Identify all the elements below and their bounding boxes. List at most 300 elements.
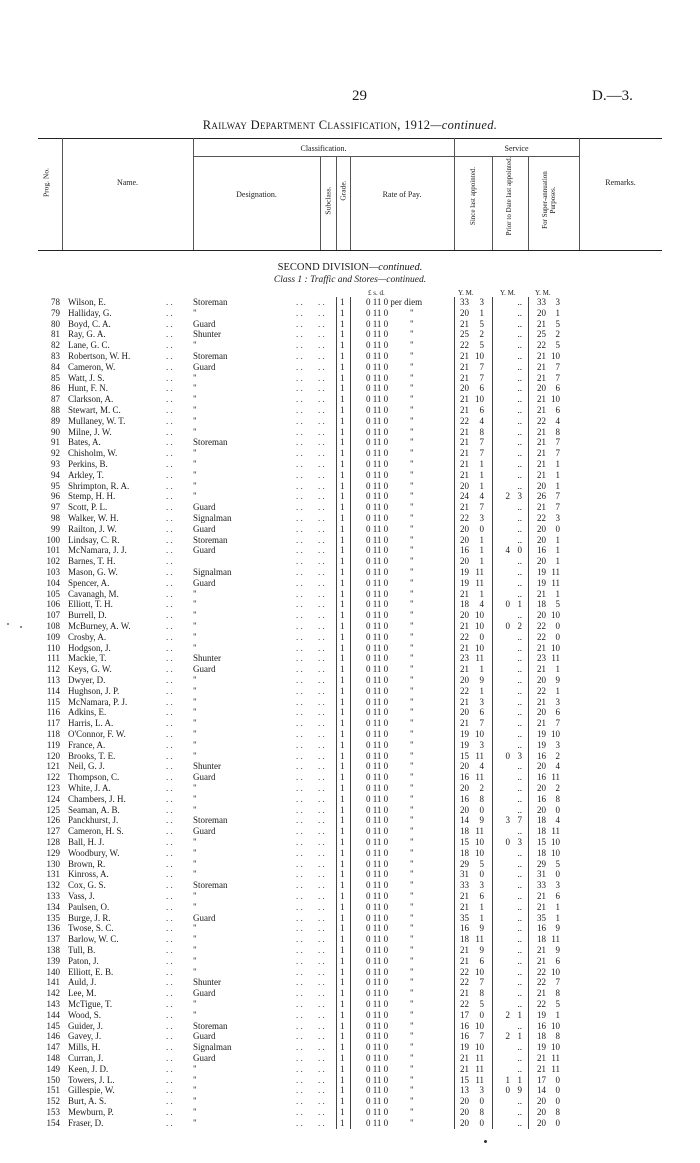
row-since-months: 3 xyxy=(479,739,484,750)
row-divider xyxy=(492,556,493,567)
row-super-months: 10 xyxy=(551,1042,560,1053)
table-row xyxy=(0,869,700,880)
header-remarks: Remarks. xyxy=(605,178,636,187)
row-divider xyxy=(454,848,455,859)
row-number: 141 xyxy=(46,977,60,988)
row-super-years: 21 xyxy=(537,405,546,415)
row-divider xyxy=(350,848,351,859)
row-since-months: 4 xyxy=(479,599,484,610)
leader-dots: . . xyxy=(166,718,173,729)
row-since-months: 3 xyxy=(479,297,484,307)
leader-dots: . . xyxy=(318,955,325,966)
row-pay-ditto: " xyxy=(410,966,414,977)
row-rate-of-pay: 0 11 0 xyxy=(366,1009,389,1020)
row-divider xyxy=(350,491,351,502)
row-number: 137 xyxy=(46,934,60,945)
row-super-months: 8 xyxy=(555,426,560,437)
table-row xyxy=(0,621,700,632)
row-grade: 1 xyxy=(340,934,345,945)
row-number: 102 xyxy=(46,556,60,567)
row-super-years: 21 xyxy=(537,696,546,707)
leader-dots: . . xyxy=(318,988,325,999)
table-row xyxy=(0,664,700,675)
row-divider xyxy=(336,319,337,330)
row-super-years: 21 xyxy=(537,318,546,329)
leader-dots: . . xyxy=(166,966,173,977)
leader-dots: . . xyxy=(318,480,325,491)
row-divider xyxy=(528,362,529,373)
row-grade: 1 xyxy=(340,1107,345,1117)
row-divider xyxy=(528,632,529,643)
row-since-years: 21 xyxy=(460,469,469,480)
leader-dots: . . xyxy=(318,847,325,858)
row-rate-of-pay: 0 11 0 xyxy=(366,815,389,826)
row-divider xyxy=(454,481,455,492)
row-divider xyxy=(528,459,529,470)
leader-dots: . . xyxy=(296,437,303,448)
row-name: Hunt, F. N. xyxy=(68,383,109,394)
row-super-months: 11 xyxy=(551,577,560,588)
row-number: 95 xyxy=(51,480,60,491)
row-super-years: 19 xyxy=(537,567,546,577)
leader-dots: . . xyxy=(318,815,325,826)
row-divider xyxy=(454,988,455,999)
row-pay-ditto: " xyxy=(410,696,414,707)
row-number: 84 xyxy=(51,361,60,372)
row-rate-of-pay: 0 11 0 xyxy=(366,718,389,729)
row-divider xyxy=(492,967,493,978)
row-divider xyxy=(350,869,351,880)
header-for-super: For Super-annuation Purposes. xyxy=(541,171,557,229)
leader-dots: . . xyxy=(166,329,173,340)
leader-dots: . . xyxy=(296,718,303,729)
row-super-years: 21 xyxy=(537,718,546,729)
leader-dots: . . xyxy=(166,383,173,394)
row-since-years: 31 xyxy=(460,869,469,880)
row-super-months: 1 xyxy=(555,534,560,545)
row-pay-ditto: " xyxy=(410,502,414,513)
row-designation: " xyxy=(193,869,197,880)
leader-dots: . . xyxy=(166,502,173,513)
row-divider xyxy=(528,1010,529,1021)
row-rate-of-pay: 0 11 0 xyxy=(366,945,389,955)
row-since-years: 21 xyxy=(460,394,469,405)
row-rate-of-pay: 0 11 0 xyxy=(366,696,389,707)
row-since-years: 21 xyxy=(460,945,469,955)
row-pay-ditto: " xyxy=(410,891,414,901)
row-divider xyxy=(454,1118,455,1129)
table-row xyxy=(0,405,700,416)
row-pay-ditto: " xyxy=(410,513,414,523)
since-units: Y. M. xyxy=(458,289,474,297)
row-rate-of-pay: 0 11 0 xyxy=(366,826,389,837)
row-since-years: 22 xyxy=(460,340,469,351)
row-since-months: 5 xyxy=(479,318,484,329)
row-divider xyxy=(492,319,493,330)
leader-dots: . . xyxy=(296,772,303,783)
row-name: Mullaney, W. T. xyxy=(68,415,126,426)
table-row xyxy=(0,416,700,427)
row-divider xyxy=(454,459,455,470)
row-since-years: 21 xyxy=(460,955,469,966)
row-since-years: 20 xyxy=(460,783,469,793)
col-divider xyxy=(579,138,580,250)
row-designation: Guard xyxy=(193,361,216,372)
row-name: Stemp, H. H. xyxy=(68,491,116,502)
leader-dots: . . xyxy=(166,1042,173,1053)
leader-dots: . . xyxy=(166,394,173,405)
row-divider xyxy=(528,535,529,546)
leader-dots: . . xyxy=(166,664,173,675)
row-divider xyxy=(454,535,455,546)
row-designation: " xyxy=(193,1009,197,1020)
row-designation: " xyxy=(193,858,197,869)
row-divider xyxy=(454,999,455,1010)
row-divider xyxy=(454,1021,455,1032)
row-super-months: 3 xyxy=(555,696,560,707)
row-rate-of-pay: 0 11 0 xyxy=(366,459,389,469)
row-divider xyxy=(454,718,455,729)
row-divider xyxy=(454,427,455,438)
row-super-years: 14 xyxy=(537,1085,546,1096)
row-since-months: 4 xyxy=(479,491,484,502)
table-row xyxy=(0,934,700,945)
row-divider xyxy=(336,545,337,556)
table-row xyxy=(0,351,700,362)
row-divider xyxy=(350,740,351,751)
row-divider xyxy=(336,891,337,902)
row-designation: " xyxy=(193,783,197,793)
row-divider xyxy=(350,815,351,826)
row-divider xyxy=(454,761,455,772)
row-rate-of-pay: 0 11 0 xyxy=(366,837,389,847)
row-super-months: 9 xyxy=(555,923,560,934)
row-grade: 1 xyxy=(340,545,345,556)
leader-dots: . . xyxy=(318,718,325,729)
leader-dots: . . xyxy=(318,631,325,642)
leader-dots: . . xyxy=(318,297,325,307)
row-since-years: 15 xyxy=(460,837,469,847)
row-rate-of-pay: 0 11 0 xyxy=(366,545,389,556)
table-row xyxy=(0,740,700,751)
header-prior-to-date: Prior to Date last appointed. xyxy=(505,156,513,236)
row-divider xyxy=(528,437,529,448)
row-divider xyxy=(492,772,493,783)
row-rate-of-pay: 0 11 0 xyxy=(366,513,389,523)
header-rate-of-pay: Rate of Pay. xyxy=(382,190,422,199)
leader-dots: . . xyxy=(296,815,303,826)
row-super-months: 1 xyxy=(555,469,560,480)
row-super-months: 8 xyxy=(555,1107,560,1117)
row-rate-of-pay: 0 11 0 xyxy=(366,793,389,804)
row-since-months: 0 xyxy=(479,631,484,642)
row-rate-of-pay: 0 11 0 xyxy=(366,599,389,610)
row-divider xyxy=(350,362,351,373)
row-pay-ditto: " xyxy=(410,415,414,426)
row-prior-years: 0 xyxy=(505,1085,510,1096)
row-designation: " xyxy=(193,999,197,1009)
row-number: 87 xyxy=(51,394,60,405)
row-since-years: 19 xyxy=(460,729,469,739)
row-divider xyxy=(336,675,337,686)
row-prior-months: .. xyxy=(517,988,522,999)
row-rate-of-pay: 0 11 0 xyxy=(366,318,389,329)
row-divider xyxy=(336,761,337,772)
row-since-months: 4 xyxy=(479,415,484,426)
leader-dots: . . xyxy=(166,307,173,318)
row-pay-ditto: " xyxy=(410,340,414,351)
row-divider xyxy=(350,481,351,492)
row-prior-months: 3 xyxy=(517,750,522,761)
row-since-years: 21 xyxy=(460,1053,469,1063)
leader-dots: . . xyxy=(318,783,325,793)
row-divider xyxy=(528,880,529,891)
table-row xyxy=(0,923,700,934)
row-divider xyxy=(350,1085,351,1096)
row-divider xyxy=(528,502,529,513)
row-super-months: 2 xyxy=(555,329,560,340)
row-divider xyxy=(492,578,493,589)
row-rate-of-pay: 0 11 0 xyxy=(366,675,389,685)
row-designation: " xyxy=(193,739,197,750)
leader-dots: . . xyxy=(318,1107,325,1117)
row-divider xyxy=(454,545,455,556)
division-heading xyxy=(0,262,700,273)
row-super-years: 22 xyxy=(537,415,546,426)
table-row xyxy=(0,815,700,826)
row-number: 112 xyxy=(46,664,60,675)
leader-dots: . . xyxy=(166,1063,173,1074)
row-designation: " xyxy=(193,923,197,934)
row-since-months: 1 xyxy=(479,556,484,567)
row-divider xyxy=(492,340,493,351)
row-since-months: 8 xyxy=(479,426,484,437)
row-since-months: 5 xyxy=(479,999,484,1009)
row-rate-of-pay: 0 11 0 xyxy=(366,577,389,588)
row-name: Panckhurst, J. xyxy=(68,815,119,826)
row-super-months: 3 xyxy=(555,739,560,750)
row-prior-months: .. xyxy=(517,934,522,945)
leader-dots: . . xyxy=(318,750,325,761)
row-since-years: 19 xyxy=(460,1042,469,1053)
row-pay-ditto: " xyxy=(410,912,414,923)
row-designation: Guard xyxy=(193,523,216,534)
row-prior-months: .. xyxy=(517,707,522,718)
row-designation: Storeman xyxy=(193,815,228,826)
row-prior-months: .. xyxy=(517,307,522,318)
leader-dots: . . xyxy=(318,664,325,675)
row-divider xyxy=(528,1042,529,1053)
row-super-years: 21 xyxy=(537,459,546,469)
row-super-months: 9 xyxy=(555,945,560,955)
row-divider xyxy=(336,653,337,664)
row-rate-of-pay: 0 11 0 xyxy=(366,729,389,739)
row-divider xyxy=(492,502,493,513)
row-rate-of-pay: 0 11 0 xyxy=(366,383,389,394)
row-rate-of-pay: 0 11 0 xyxy=(366,891,389,901)
row-prior-months: 1 xyxy=(517,1074,522,1085)
table-row xyxy=(0,999,700,1010)
row-since-years: 22 xyxy=(460,999,469,1009)
row-prior-months: .. xyxy=(517,372,522,383)
row-divider xyxy=(454,869,455,880)
row-super-months: 7 xyxy=(555,372,560,383)
row-number: 118 xyxy=(46,729,60,739)
leader-dots: . . xyxy=(318,761,325,772)
row-since-months: 0 xyxy=(479,1009,484,1020)
row-grade: 1 xyxy=(340,1085,345,1096)
row-super-years: 21 xyxy=(537,664,546,675)
row-divider xyxy=(528,589,529,600)
leader-dots: . . xyxy=(296,610,303,621)
row-pay-ditto: " xyxy=(410,307,414,318)
row-divider xyxy=(528,686,529,697)
row-prior-months: .. xyxy=(517,588,522,599)
leader-dots: . . xyxy=(318,945,325,955)
row-divider xyxy=(454,394,455,405)
row-designation: Shunter xyxy=(193,653,221,664)
row-divider xyxy=(454,470,455,481)
header-subclass: Subclass. xyxy=(323,186,333,215)
row-divider xyxy=(336,470,337,481)
row-since-months: 3 xyxy=(479,880,484,891)
row-divider xyxy=(492,729,493,740)
row-grade: 1 xyxy=(340,945,345,955)
table-row xyxy=(0,319,700,330)
row-divider xyxy=(528,470,529,481)
row-super-years: 22 xyxy=(537,966,546,977)
row-number: 91 xyxy=(51,437,60,448)
row-super-months: 11 xyxy=(551,826,560,837)
row-divider xyxy=(336,729,337,740)
row-name: Brown, R. xyxy=(68,858,106,869)
table-row xyxy=(0,945,700,956)
row-prior-months: .. xyxy=(517,858,522,869)
leader-dots: . . xyxy=(318,696,325,707)
row-number: 127 xyxy=(46,826,60,837)
leader-dots: . . xyxy=(296,307,303,318)
row-pay-ditto: " xyxy=(410,405,414,415)
row-name: O'Connor, F. W. xyxy=(68,729,126,739)
row-super-years: 33 xyxy=(537,880,546,891)
row-rate-of-pay: 0 11 0 xyxy=(366,966,389,977)
row-grade: 1 xyxy=(340,707,345,718)
row-prior-months: .. xyxy=(517,977,522,988)
row-number: 139 xyxy=(46,955,60,966)
row-divider xyxy=(492,999,493,1010)
row-designation: Storeman xyxy=(193,351,228,361)
leader-dots: . . xyxy=(296,988,303,999)
row-super-years: 20 xyxy=(537,707,546,718)
row-designation: " xyxy=(193,621,197,631)
leader-dots: . . xyxy=(166,1117,173,1128)
leader-dots: . . xyxy=(296,351,303,361)
table-row xyxy=(0,524,700,535)
row-name: Curran, J. xyxy=(68,1053,104,1063)
table-row xyxy=(0,967,700,978)
row-number: 116 xyxy=(46,707,60,718)
row-name: Thompson, C. xyxy=(68,772,120,783)
row-divider xyxy=(528,383,529,394)
row-since-months: 1 xyxy=(479,459,484,469)
row-pay-ditto: " xyxy=(410,804,414,815)
table-row xyxy=(0,913,700,924)
row-designation: " xyxy=(193,448,197,459)
row-name: Lane, G. C. xyxy=(68,340,110,351)
row-since-months: 1 xyxy=(479,469,484,480)
header-name: Name. xyxy=(116,178,139,187)
leader-dots: . . xyxy=(318,653,325,664)
leader-dots: . . xyxy=(166,621,173,631)
row-number: 100 xyxy=(46,534,60,545)
row-divider xyxy=(528,772,529,783)
row-since-months: 1 xyxy=(479,912,484,923)
leader-dots: . . xyxy=(318,448,325,459)
row-divider xyxy=(336,880,337,891)
row-divider xyxy=(454,351,455,362)
page-number: 29 xyxy=(352,88,367,104)
row-divider xyxy=(528,416,529,427)
row-name: Mackie, T. xyxy=(68,653,107,664)
row-since-months: 1 xyxy=(479,685,484,696)
row-grade: 1 xyxy=(340,923,345,934)
leader-dots: . . xyxy=(166,1031,173,1042)
row-super-months: 11 xyxy=(551,772,560,783)
row-number: 94 xyxy=(51,469,60,480)
row-number: 130 xyxy=(46,858,60,869)
row-pay-ditto: " xyxy=(410,599,414,610)
row-super-months: 10 xyxy=(551,1020,560,1031)
row-divider xyxy=(454,880,455,891)
row-divider xyxy=(336,956,337,967)
leader-dots: . . xyxy=(166,977,173,988)
row-divider xyxy=(454,697,455,708)
row-since-years: 22 xyxy=(460,631,469,642)
row-rate-of-pay: 0 11 0 xyxy=(366,480,389,491)
row-name: Guider, J. xyxy=(68,1020,103,1031)
leader-dots: . . xyxy=(166,826,173,837)
row-divider xyxy=(454,556,455,567)
row-divider xyxy=(336,1021,337,1032)
row-name: Ray, G. A. xyxy=(68,329,106,340)
row-since-years: 21 xyxy=(460,448,469,459)
row-number: 149 xyxy=(46,1063,60,1074)
row-since-years: 24 xyxy=(460,491,469,502)
row-divider xyxy=(528,405,529,416)
leader-dots: . . xyxy=(166,880,173,891)
row-since-months: 5 xyxy=(479,858,484,869)
row-designation: Storeman xyxy=(193,880,228,891)
row-prior-months: .. xyxy=(517,480,522,491)
row-since-years: 20 xyxy=(460,761,469,772)
row-divider xyxy=(528,513,529,524)
row-prior-months: .. xyxy=(517,783,522,793)
row-since-months: 3 xyxy=(479,696,484,707)
table-row xyxy=(0,1064,700,1075)
row-divider xyxy=(350,891,351,902)
row-pay-ditto: " xyxy=(410,318,414,329)
row-divider xyxy=(528,297,529,308)
row-divider xyxy=(350,1075,351,1086)
row-divider xyxy=(336,578,337,589)
row-grade: 1 xyxy=(340,610,345,621)
row-divider xyxy=(336,923,337,934)
leader-dots: . . xyxy=(318,415,325,426)
leader-dots: . . xyxy=(166,642,173,653)
leader-dots: . . xyxy=(296,534,303,545)
leader-dots: . . xyxy=(166,1107,173,1117)
row-super-months: 7 xyxy=(555,437,560,448)
